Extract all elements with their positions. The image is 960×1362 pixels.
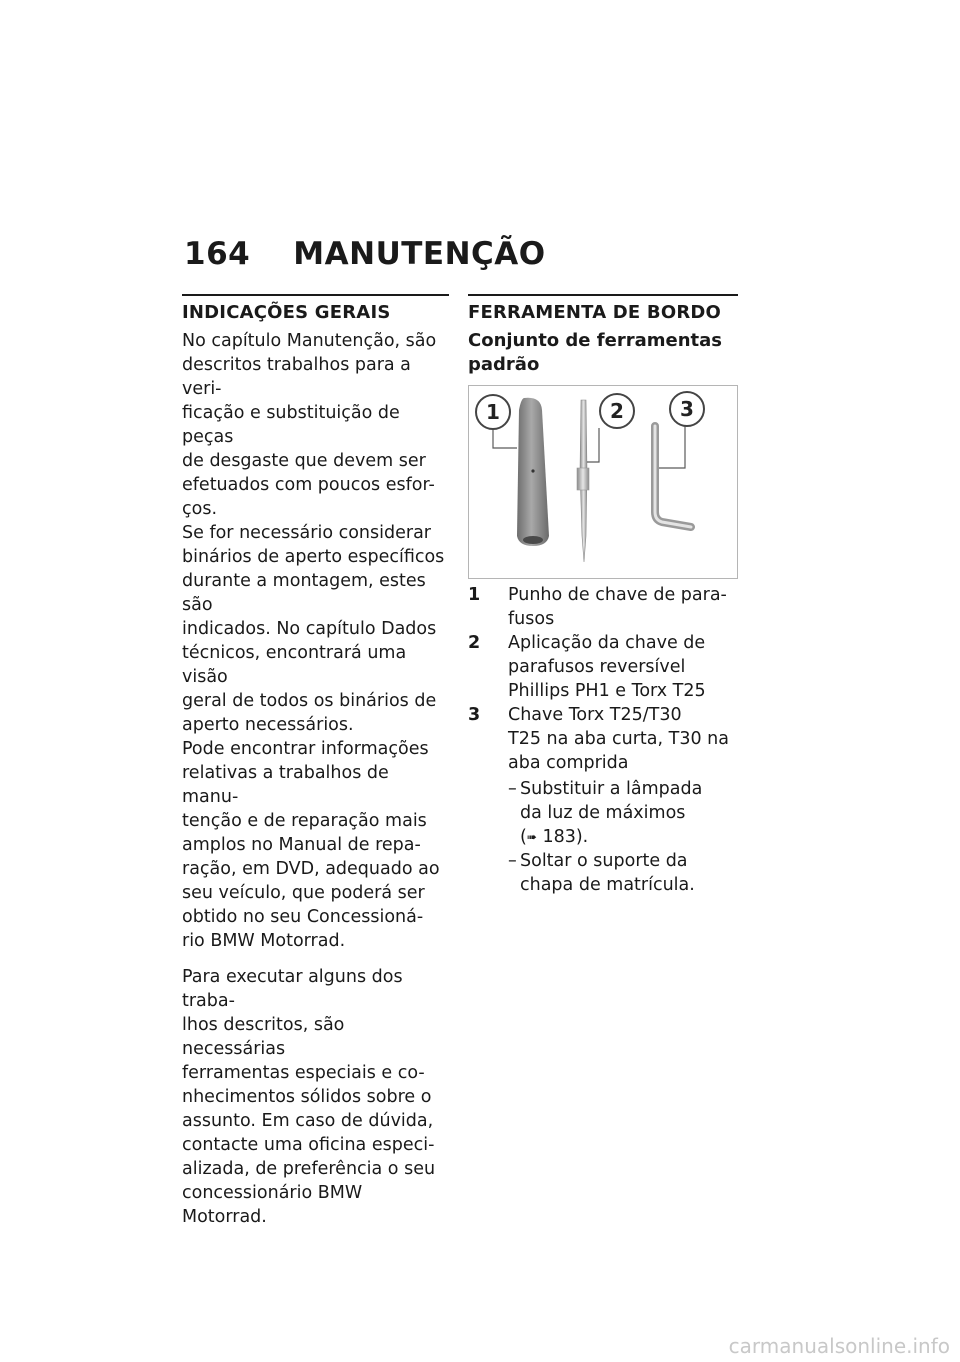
toolkit-figure xyxy=(468,385,738,579)
reversible-bit xyxy=(577,400,589,562)
paragraph-1: No capítulo Manutenção, são descritos trabalhos para a veri- ficação e substituição de peças de desgaste que devem ser efetuados com poucos esfor- ços. xyxy=(182,331,437,519)
svg-text:3: 3 xyxy=(680,397,694,421)
page-header xyxy=(184,236,546,272)
left-column xyxy=(182,294,449,1229)
svg-text:2: 2 xyxy=(610,399,624,423)
chapter-title: MANUTENÇÃO xyxy=(293,236,546,272)
arrow-right-icon[interactable]: ➠ xyxy=(526,830,537,844)
step-item: – Substituir a lâmpada da luz de máximos (➠ 183). xyxy=(508,779,703,847)
svg-text:1: 1 xyxy=(486,400,500,424)
right-column xyxy=(468,294,738,897)
watermark: carmanualsonline.info xyxy=(728,1334,950,1358)
legend-item: 1 Punho de chave de para- fusos xyxy=(468,585,727,629)
section-rule xyxy=(468,294,738,296)
section-title-toolkit: FERRAMENTA DE BORDO xyxy=(468,302,722,323)
callout-3 xyxy=(670,392,704,426)
paragraph-2: Se for necessário considerar binários de aperto específicos durante a montagem, estes são indicados. No capítulo Dados técnicos, encontrará uma visão geral de todos os binários de aperto necessários. xyxy=(182,523,445,735)
legend-item: 3 Chave Torx T25/T30 T25 na aba curta, T30 na aba comprida xyxy=(468,705,729,773)
callout-2 xyxy=(600,394,634,428)
figure-legend xyxy=(468,583,738,775)
callout-1 xyxy=(476,395,510,429)
paragraph-3: Pode encontrar informações relativas a trabalhos de manu- tenção e de reparação mais amplos no Manual de repa- ração, em DVD, adequado ao seu veículo, que poderá ser obtido no seu Concessioná- rio BMW Motorrad. xyxy=(182,739,440,951)
section-rule xyxy=(182,294,449,296)
procedure-steps xyxy=(508,777,738,897)
toolkit-illustration xyxy=(469,386,737,578)
screwdriver-handle xyxy=(517,398,549,546)
legend-item: 2 Aplicação da chave de parafusos reversível Phillips PH1 e Torx T25 xyxy=(468,633,706,701)
section-title-general: INDICAÇÕES GERAIS xyxy=(182,302,391,323)
page-number: 164 xyxy=(184,236,251,272)
paragraph-4: Para executar alguns dos traba- lhos descritos, são necessárias ferramentas especiais e co- nhecimentos sólidos sobre o assunto. Em caso de dúvida, contacte uma oficina especi- alizada, de preferência o seu concessionário BMW Motorrad. xyxy=(182,967,436,1227)
step-item: – Soltar o suporte da chapa de matrícula. xyxy=(508,851,695,895)
subsection-title: Conjunto de ferramentas padrão xyxy=(468,330,722,375)
